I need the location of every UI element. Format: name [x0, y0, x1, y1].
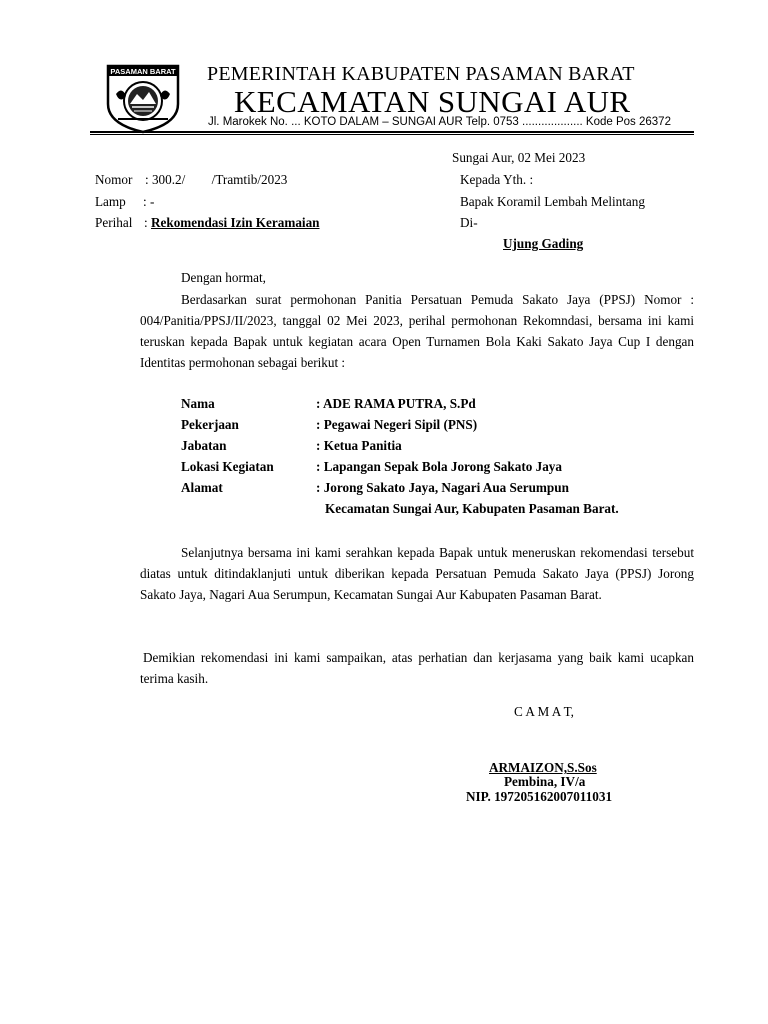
perihal-value: Rekomendasi Izin Keramaian — [151, 215, 320, 230]
lamp-label: Lamp — [95, 194, 126, 209]
letterhead-government: PEMERINTAH KABUPATEN PASAMAN BARAT — [207, 63, 635, 85]
place-date: Sungai Aur, 02 Mei 2023 — [452, 150, 586, 165]
closing-text: Demikian rekomendasi ini kami sampaikan, atas perhatian dan kerjasama yang baik kami ucapkan terima kasih. — [140, 650, 694, 686]
salutation: Dengan hormat, — [181, 270, 266, 285]
kepada-label: Kepada Yth. : — [460, 172, 534, 187]
identity-value-alamat-cont: Kecamatan Sungai Aur, Kabupaten Pasaman Barat. — [325, 501, 619, 516]
identity-label-nama: Nama — [181, 396, 215, 411]
letterhead-office: KECAMATAN SUNGAI AUR — [234, 84, 631, 119]
recipient: Bapak Koramil Lembah Melintang — [460, 194, 645, 209]
nomor-value: : 300.2/ /Tramtib/2023 — [145, 172, 288, 187]
signatory-title: C A M A T, — [514, 704, 574, 719]
identity-label-lokasi: Lokasi Kegiatan — [181, 459, 274, 474]
recipient-di: Di- — [460, 215, 478, 230]
closing-paragraph — [140, 647, 694, 689]
letterhead-rule-thick — [90, 131, 694, 133]
identity-label-jabatan: Jabatan — [181, 438, 227, 453]
body-paragraph-1 — [140, 289, 694, 373]
identity-value-nama: : ADE RAMA PUTRA, S.Pd — [316, 396, 476, 411]
pasaman-barat-emblem — [104, 64, 182, 134]
letterhead-rule-thin — [90, 134, 694, 135]
svg-text:PASAMAN BARAT: PASAMAN BARAT — [110, 67, 176, 76]
recipient-place: Ujung Gading — [503, 236, 584, 251]
identity-label-alamat: Alamat — [181, 480, 223, 495]
signatory-nip: NIP. 197205162007011031 — [466, 789, 613, 804]
identity-value-pekerjaan: : Pegawai Negeri Sipil (PNS) — [316, 417, 478, 432]
lamp-value: : - — [143, 194, 155, 209]
signatory-rank: Pembina, IV/a — [504, 774, 586, 789]
perihal-colon: : — [144, 215, 148, 230]
letterhead-address: Jl. Marokek No. ... KOTO DALAM – SUNGAI AUR Telp. 0753 ................... Kode Pos 26372 — [208, 116, 671, 128]
body-paragraph-2 — [140, 542, 694, 605]
identity-value-lokasi: : Lapangan Sepak Bola Jorong Sakato Jaya — [316, 459, 562, 474]
identity-value-jabatan: : Ketua Panitia — [316, 438, 402, 453]
identity-value-alamat: : Jorong Sakato Jaya, Nagari Aua Serumpun — [316, 480, 569, 495]
body-2-text: Selanjutnya bersama ini kami serahkan kepada Bapak untuk meneruskan rekomendasi tersebut diatas untuk ditindaklanjuti untuk diberikan kepada Persatuan Pemuda Sakato Jaya (PPSJ) Jorong Sakato Jaya, Nagari Aua Serumpun, Kecamatan Sungai Aur Kabupaten Pasaman Barat. — [140, 545, 694, 602]
body-1-text: Berdasarkan surat permohonan Panitia Persatuan Pemuda Sakato Jaya (PPSJ) Nomor : 004/Panitia/PPSJ/II/2023, tanggal 02 Mei 2023, perihal permohonan Rekomndasi, bersama ini kami teruskan kepada Bapak untuk kegiatan acara Open Turnamen Bola Kaki Sakato Jaya Cup I dengan Identitas permohonan sebagai berikut : — [140, 292, 694, 370]
nomor-label: Nomor — [95, 172, 133, 187]
perihal-label: Perihal — [95, 215, 133, 230]
identity-label-pekerjaan: Pekerjaan — [181, 417, 239, 432]
signatory-name: ARMAIZON,S.Sos — [489, 760, 597, 775]
